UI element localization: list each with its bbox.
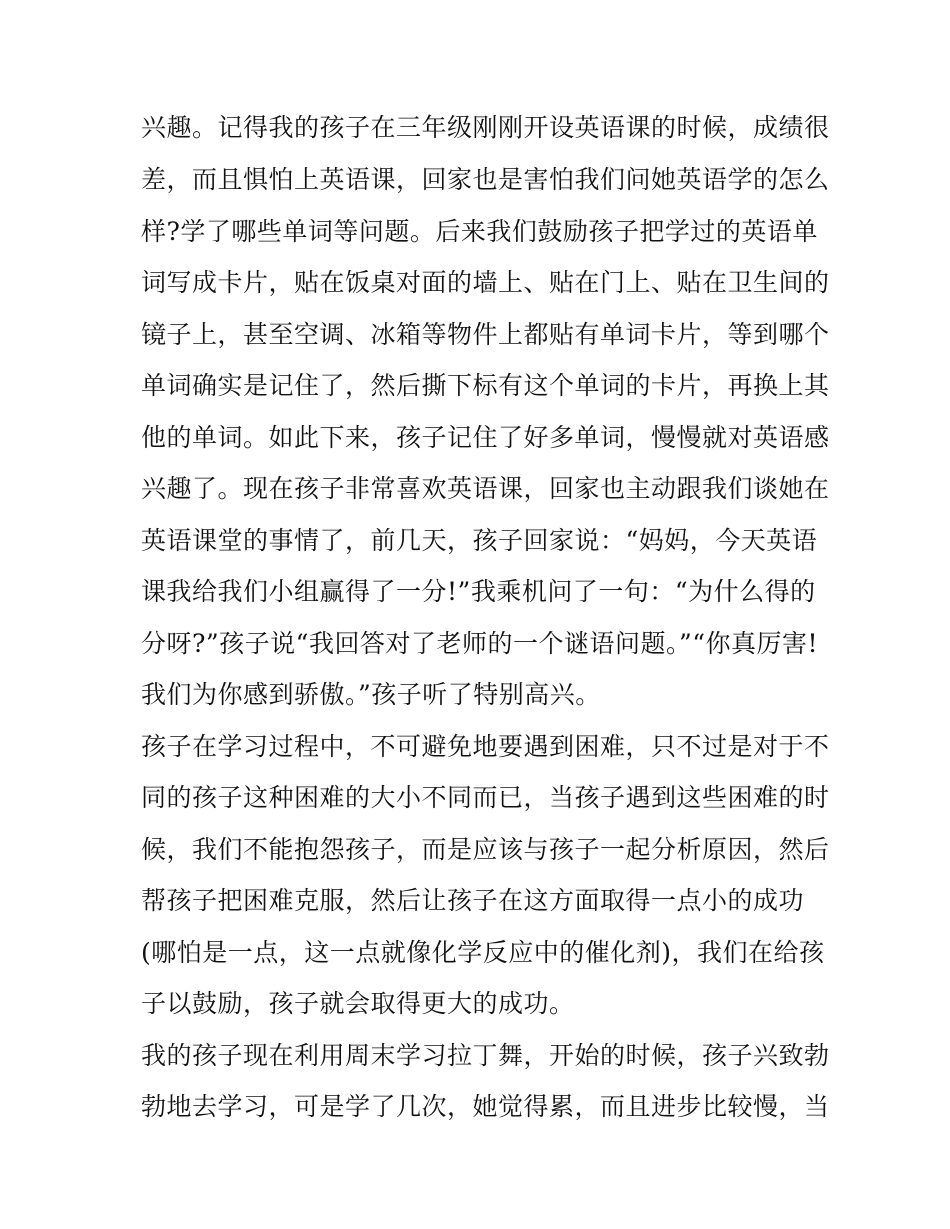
text-line: 词写成卡片，贴在饭桌对面的墙上、贴在门上、贴在卫生间的	[141, 268, 830, 297]
text-line: 差，而且惧怕上英语课，回家也是害怕我们问她英语学的怎么	[141, 165, 830, 194]
text-line: 子以鼓励，孩子就会取得更大的成功。	[141, 989, 575, 1018]
text-line: 兴趣了。现在孩子非常喜欢英语课，回家也主动跟我们谈她在	[141, 474, 830, 503]
text-line: 候，我们不能抱怨孩子，而是应该与孩子一起分析原因，然后	[141, 835, 830, 864]
text-line: 同的孩子这种困难的大小不同而已，当孩子遇到这些困难的时	[141, 783, 830, 812]
text-line: 单词确实是记住了，然后撕下标有这个单词的卡片，再换上其	[141, 371, 830, 400]
text-line: 样?学了哪些单词等问题。后来我们鼓励孩子把学过的英语单	[141, 217, 818, 246]
text-line: 我的孩子现在利用周末学习拉丁舞，开始的时候，孩子兴致勃	[141, 1041, 830, 1070]
text-line: (哪怕是一点，这一点就像化学反应中的催化剂)，我们在给孩	[141, 938, 825, 967]
text-line: 兴趣。记得我的孩子在三年级刚刚开设英语课的时候，成绩很	[141, 113, 830, 142]
text-line: 课我给我们小组赢得了一分!”我乘机问了一句：“为什么得的	[141, 577, 816, 606]
text-line: 我们为你感到骄傲。”孩子听了特别高兴。	[141, 680, 601, 709]
text-line: 勃地去学习，可是学了几次，她觉得累，而且进步比较慢，当	[141, 1092, 830, 1121]
text-line: 他的单词。如此下来，孩子记住了好多单词，慢慢就对英语感	[141, 423, 830, 452]
text-line: 镜子上，甚至空调、冰箱等物件上都贴有单词卡片，等到哪个	[141, 320, 830, 349]
text-line: 孩子在学习过程中，不可避免地要遇到困难，只不过是对于不	[141, 732, 830, 761]
text-line: 分呀?”孩子说“我回答对了老师的一个谜语问题。”“你真厉害!	[141, 629, 819, 658]
text-line: 英语课堂的事情了，前几天，孩子回家说：“妈妈，今天英语	[141, 526, 818, 555]
text-line: 帮孩子把困难克服，然后让孩子在这方面取得一点小的成功	[141, 886, 805, 915]
